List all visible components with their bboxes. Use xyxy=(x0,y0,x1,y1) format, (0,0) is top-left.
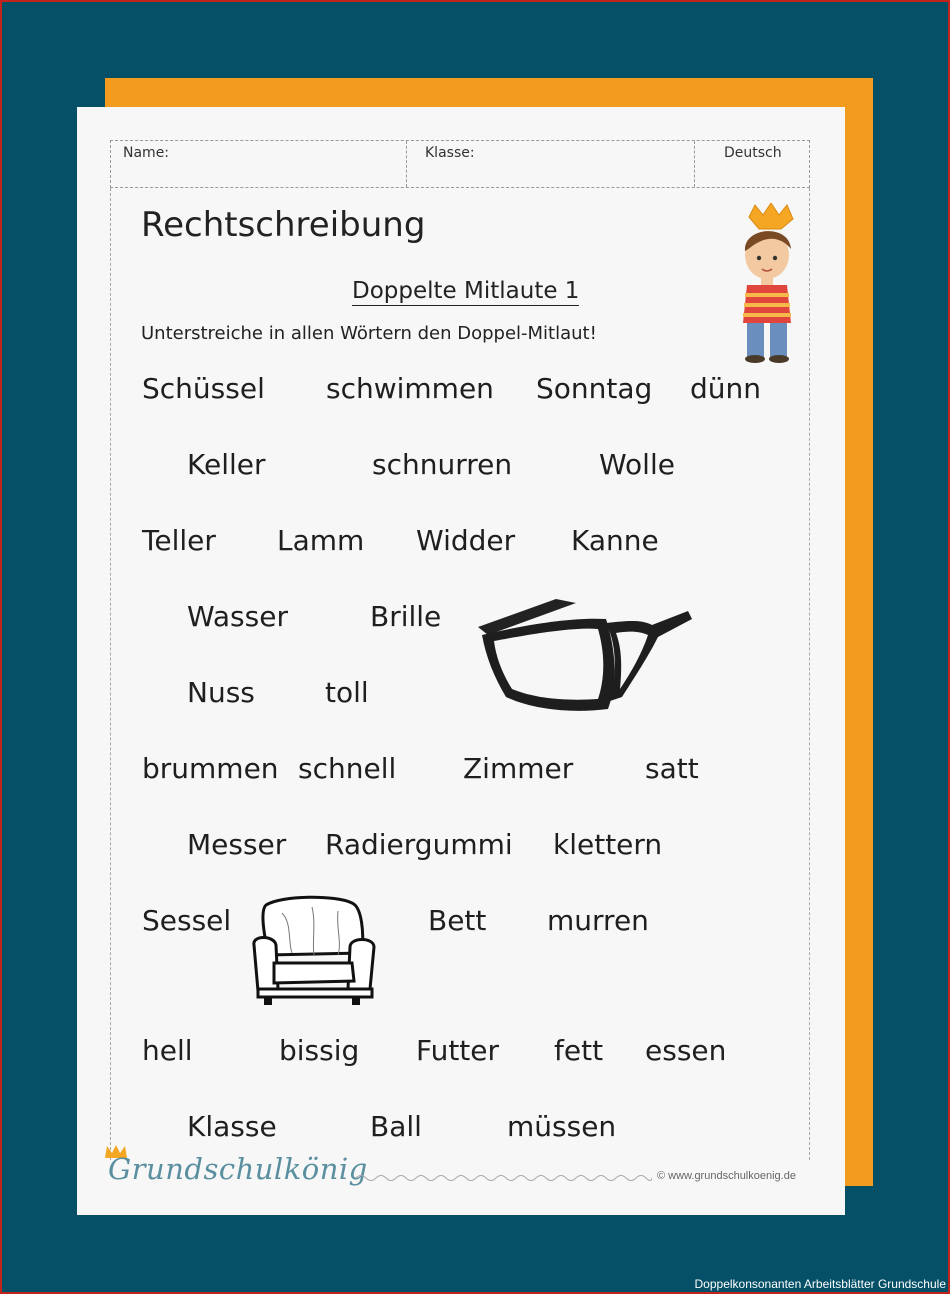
word-item: Ball xyxy=(370,1110,422,1143)
word-item: schnell xyxy=(298,752,397,785)
armchair-illustration xyxy=(252,893,378,1008)
word-item: Lamm xyxy=(277,524,365,557)
word-item: Wasser xyxy=(187,600,288,633)
worksheet-subtitle: Doppelte Mitlaute 1 xyxy=(352,278,580,304)
glasses-illustration xyxy=(476,597,696,719)
word-item: schnurren xyxy=(372,448,513,481)
word-item: Teller xyxy=(142,524,216,557)
word-item: bissig xyxy=(279,1034,360,1067)
word-item: Nuss xyxy=(187,676,255,709)
word-item: Messer xyxy=(187,828,287,861)
header-divider xyxy=(694,141,695,187)
word-item: murren xyxy=(547,904,649,937)
header-fields xyxy=(110,140,810,188)
name-label: Name: xyxy=(123,145,170,161)
word-item: Keller xyxy=(187,448,266,481)
page-title: Rechtschreibung xyxy=(141,205,426,245)
word-item: Brille xyxy=(370,600,442,633)
word-item: müssen xyxy=(507,1110,617,1143)
word-item: dünn xyxy=(690,372,762,405)
word-item: klettern xyxy=(553,828,663,861)
boy-with-crown-illustration xyxy=(727,203,807,363)
word-item: Kanne xyxy=(571,524,659,557)
word-item: satt xyxy=(645,752,699,785)
instruction-text: Unterstreiche in allen Wörtern den Doppel-Mitlaut! xyxy=(141,323,597,344)
word-item: Sessel xyxy=(142,904,232,937)
brand-logo: Grundschulkönig xyxy=(108,1152,368,1186)
footer-divider xyxy=(356,1172,652,1184)
word-item: Bett xyxy=(428,904,487,937)
word-item: Sonntag xyxy=(536,372,653,405)
word-item: Wolle xyxy=(599,448,675,481)
word-item: brummen xyxy=(142,752,279,785)
word-item: Futter xyxy=(416,1034,500,1067)
word-item: Klasse xyxy=(187,1110,277,1143)
word-item: schwimmen xyxy=(326,372,494,405)
word-item: fett xyxy=(554,1034,604,1067)
word-item: Widder xyxy=(416,524,516,557)
word-item: hell xyxy=(142,1034,193,1067)
word-item: toll xyxy=(325,676,369,709)
word-item: Schüssel xyxy=(142,372,265,405)
word-item: Radiergummi xyxy=(325,828,513,861)
word-item: Zimmer xyxy=(463,752,574,785)
header-divider xyxy=(406,141,407,187)
class-label: Klasse: xyxy=(425,145,475,161)
subject-label: Deutsch xyxy=(724,145,782,161)
word-item: essen xyxy=(645,1034,727,1067)
copyright-text: © www.grundschulkoenig.de xyxy=(657,1170,796,1182)
image-caption: Doppelkonsonanten Arbeitsblätter Grundschule xyxy=(694,1277,946,1291)
